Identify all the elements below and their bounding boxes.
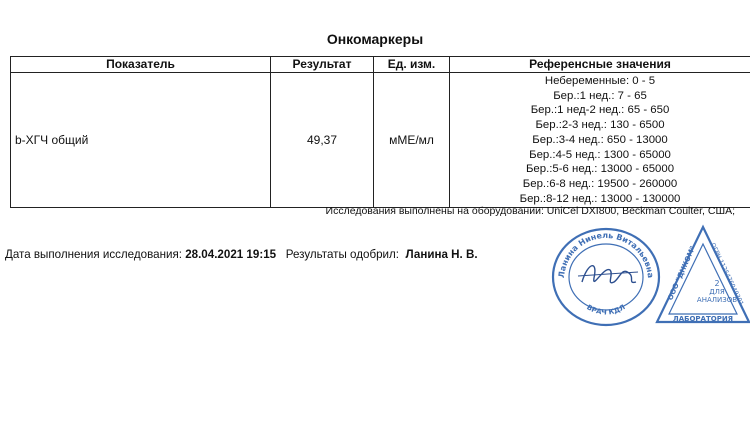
table-header-row [11,57,750,73]
reference-line: Бер.:1 нед.: 7 - 65 [553,89,647,102]
approved-label: Результаты одобрил: [285,248,400,261]
triangle-stamp-center-2: АНАЛИЗОВ [696,296,738,304]
reference-line: Бер.:1 нед-2 нед.: 65 - 650 [530,104,670,117]
unit-cell: мМЕ/мл [374,73,450,208]
svg-text:ООО "ДНКОМ" [666,245,697,302]
table-row [11,73,750,208]
triangle-stamp [655,224,750,326]
round-stamp-bottom-text: ВРАЧ КДЛ [585,303,627,317]
round-stamp-top-text: Ланина Нинель Витальевна [556,230,656,279]
approved-by: Ланина Н. В. [405,248,478,261]
completion-date-label: Дата выполнения исследования: [5,248,182,261]
completion-datetime: 28.04.2021 19:15 [185,248,277,261]
section-title: Онкомаркеры [326,31,424,47]
triangle-stamp-left-text: ООО "ДНКОМ" [666,244,698,302]
reference-cell [450,73,750,208]
reference-line: Бер.:5-6 нед.: 13000 - 65000 [525,163,675,176]
completion-line [5,248,478,261]
svg-text:ВРАЧ КДЛ [585,303,627,317]
reference-line: Бер.:8-12 нед.: 13000 - 130000 [519,192,681,205]
header-reference: Референсные значения [450,57,750,73]
header-result: Результат [271,57,374,73]
reference-line: Небеременные: 0 - 5 [544,75,656,87]
reference-line: Бер.:4-5 нед.: 1300 - 65000 [529,148,671,161]
triangle-stamp-center-1: ДЛЯ [709,288,725,296]
round-stamp [548,226,664,328]
indicator-cell: b-ХГЧ общий [11,73,271,208]
header-unit: Ед. изм. [374,57,450,73]
reference-line: Бер.:6-8 нед.: 19500 - 260000 [522,177,678,190]
triangle-stamp-number: 2 [714,279,720,288]
triangle-stamp-right-text: ОГРН 1125476049301 [709,242,745,307]
reference-line: Бер.:3-4 нед.: 650 - 13000 [532,133,668,146]
result-cell: 49,37 [271,73,374,208]
reference-line: Бер.:2-3 нед.: 130 - 6500 [535,119,665,132]
equipment-note: Исследования выполнены на оборудовании: UniCel DXI800, Beckman Coulter, США; [325,205,735,217]
triangle-stamp-bottom-text: ЛАБОРАТОРИЯ [672,315,734,323]
header-indicator: Показатель [11,57,271,73]
results-table [10,56,750,208]
